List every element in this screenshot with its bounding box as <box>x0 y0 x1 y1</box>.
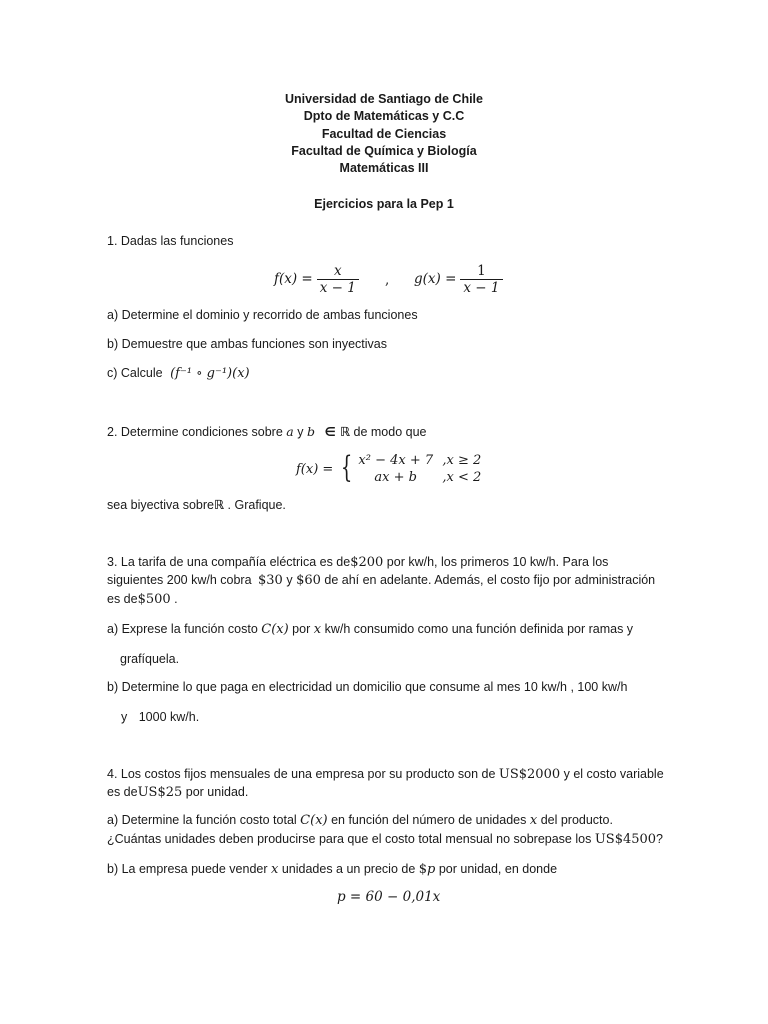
q3-part-a-post: kw/h consumido como una función definida por ramas y <box>324 622 634 636</box>
q1-intro: 1. Dadas las funciones <box>107 234 234 248</box>
q4-amount-4500: US$4500 <box>594 832 657 847</box>
q2-var-b: b <box>306 424 315 439</box>
q3-part-a-line-1 <box>107 622 633 637</box>
q1-f-fraction <box>317 263 359 296</box>
q4-part-b-p: p <box>427 862 436 877</box>
q4-part-a-qmark: ? <box>656 832 663 846</box>
q4-line-1-post: y el costo variable <box>563 767 664 781</box>
q1-part-a: a) Determine el dominio y recorrido de ambas funciones <box>107 308 418 322</box>
q2-var-a: a <box>286 424 294 439</box>
q2-f-lhs: f(x) = <box>296 461 334 477</box>
q1-part-c-math: (f⁻¹ ∘ g⁻¹)(x) <box>170 366 250 381</box>
q1-f-lhs: f(x) = <box>274 271 313 287</box>
university-name: Universidad de Santiago de Chile <box>285 92 483 106</box>
q3-amount-500: $500 <box>137 592 171 607</box>
q1-g-numerator: 1 <box>477 262 486 279</box>
q3-part-b-line-1: b) Determine lo que paga en electricidad un domicilio que consume al mes 10 kw/h , 100 kw/h <box>107 680 628 694</box>
q4-part-a-question: ¿Cuántas unidades deben producirse para que el costo total mensual no sobrepase los <box>107 832 592 846</box>
q3-line-2-post: de ahí en adelante. Además, el costo fijo por administración <box>324 573 656 587</box>
q3-line-1-pre: 3. La tarifa de una compañía eléctrica es de <box>107 555 351 569</box>
q4-part-a-pre: a) Determine la función costo total <box>107 813 297 827</box>
q3-line-2 <box>107 573 655 588</box>
q2-intro-post: de modo que <box>353 425 427 439</box>
q2-case-2 <box>358 469 481 486</box>
q2-case-1-cond: ,x ≥ 2 <box>442 453 482 468</box>
q3-amount-60: $60 <box>296 573 321 588</box>
q4-part-a-x: x <box>529 813 538 828</box>
q4-line-1-pre: 4. Los costos fijos mensuales de una empresa por su producto son de <box>107 767 496 781</box>
q2-intro <box>107 424 427 439</box>
q4-part-b-pre: b) La empresa puede vender <box>107 862 268 876</box>
q2-piecewise <box>296 450 481 488</box>
q4-line-2-post: por unidad. <box>185 785 249 799</box>
q4-line-2-pre: es de <box>107 785 138 799</box>
q1-f-denominator: x − 1 <box>317 279 359 296</box>
q1-f-numerator: x <box>333 262 342 279</box>
department-name: Dpto de Matemáticas y C.C <box>303 109 465 123</box>
q2-case-1-expr: x² − 4x + 7 <box>358 453 434 468</box>
q2-case-1 <box>358 452 481 469</box>
q3-line-1-post: por kw/h, los primeros 10 kw/h. Para los <box>386 555 609 569</box>
q3-part-a-line-2: grafíquela. <box>120 652 180 666</box>
q3-line-2-pre: siguientes 200 kw/h cobra <box>107 573 252 587</box>
q4-part-a-line-2 <box>107 832 663 847</box>
q2-intro-pre: 2. Determine condiciones sobre <box>107 425 283 439</box>
q1-g-fraction <box>460 263 502 296</box>
q4-part-b-dollar: $ <box>418 862 428 877</box>
q2-case-2-cond: ,x < 2 <box>442 470 482 485</box>
document-title: Ejercicios para la Pep 1 <box>314 197 454 211</box>
q3-line-2-mid: y <box>286 573 293 587</box>
q2-conj: y <box>297 425 304 439</box>
q3-part-b-y: y <box>121 710 128 724</box>
course-name: Matemáticas III <box>339 161 429 175</box>
q3-part-b-line-2 <box>121 710 199 724</box>
q3-amount-200: $200 <box>350 555 384 570</box>
q4-part-b <box>107 862 557 877</box>
q4-part-b-x: x <box>271 862 279 877</box>
q1-part-b: b) Demuestre que ambas funciones son inyectivas <box>107 337 388 351</box>
q4-part-b-mid: unidades a un precio de <box>281 862 416 876</box>
q4-part-b-post: por unidad, en donde <box>438 862 558 876</box>
q4-line-2 <box>107 785 248 800</box>
q3-line-1 <box>107 555 608 570</box>
q2-outro-pre: sea biyectiva sobre <box>107 498 215 512</box>
q3-part-a-pre: a) Exprese la función costo <box>107 622 258 636</box>
faculty-chemistry: Facultad de Química y Biología <box>291 144 477 158</box>
q3-line-3-post: . <box>174 592 178 606</box>
q2-case-2-expr: ax + b <box>374 470 417 485</box>
q4-part-a-line-1 <box>107 813 613 828</box>
q2-in-reals: ∈ ℝ <box>324 424 351 439</box>
q4-amount-25: US$25 <box>137 785 183 800</box>
q1-g-denominator: x − 1 <box>460 279 502 296</box>
q4-price-equation: p = 60 − 0,01x <box>337 889 441 905</box>
q2-outro-reals: ℝ <box>214 497 225 512</box>
q1-g-formula <box>414 260 503 298</box>
q2-cases <box>358 452 481 486</box>
q3-line-3-pre: es de <box>107 592 138 606</box>
q1-f-formula <box>274 260 359 298</box>
faculty-sciences: Facultad de Ciencias <box>321 127 447 141</box>
q2-outro <box>107 497 286 512</box>
q4-line-1 <box>107 767 664 782</box>
q3-part-b-value: 1000 kw/h. <box>138 710 200 724</box>
q3-part-a-cx: C(x) <box>261 622 289 637</box>
q3-amount-30: $30 <box>258 573 283 588</box>
q1-g-lhs: g(x) = <box>414 271 457 287</box>
q3-part-a-mid: por <box>292 622 311 636</box>
q3-line-3 <box>107 592 178 607</box>
q2-outro-post: . Grafique. <box>227 498 286 512</box>
q4-amount-2000: US$2000 <box>498 767 561 782</box>
q4-part-a-post: del producto. <box>540 813 613 827</box>
q1-part-c <box>107 366 250 381</box>
q1-separator: , <box>385 272 390 288</box>
q2-brace: { <box>341 450 353 485</box>
q4-part-a-cx: C(x) <box>300 813 328 828</box>
q4-part-a-mid: en función del número de unidades <box>331 813 527 827</box>
q1-part-c-text: c) Calcule <box>107 366 163 380</box>
q3-part-a-x: x <box>313 622 322 637</box>
